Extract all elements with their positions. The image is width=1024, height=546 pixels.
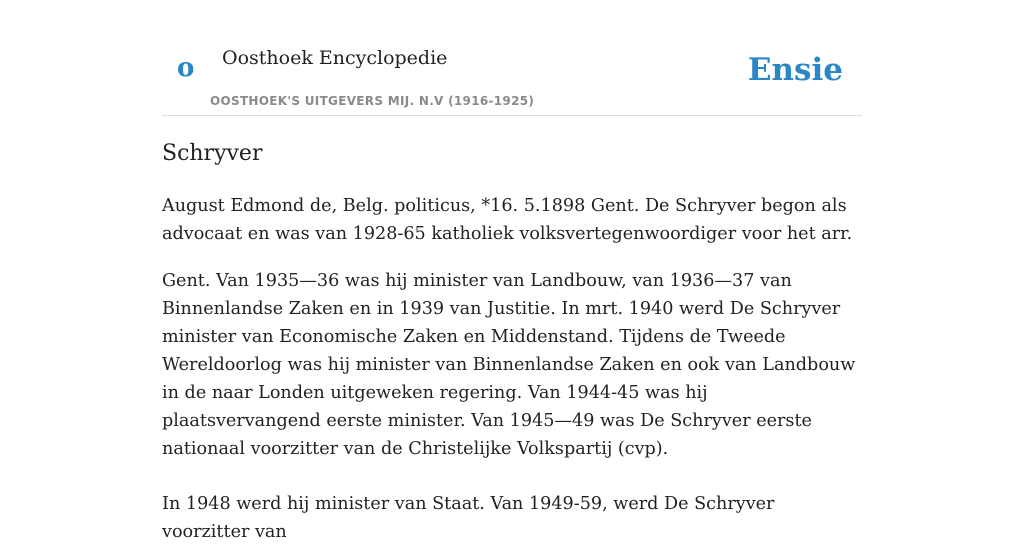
book-title[interactable]: Oosthoek Encyclopedie bbox=[222, 47, 448, 69]
publisher-label: OOSTHOEK'S UITGEVERS MIJ. N.V (1916-1925) bbox=[210, 94, 535, 108]
book-logo[interactable]: o bbox=[177, 53, 195, 83]
entry-paragraph: August Edmond de, Belg. politicus, *16. 5.1898 Gent. De Schryver begon als advocaat en was van 1928-65 katholiek volksvertegenwoordiger voor het arr. bbox=[162, 196, 853, 244]
entry-title: Schryver bbox=[162, 141, 263, 166]
entry-paragraph: In 1948 werd hij minister van Staat. Van 1949-59, werd De Schryver voorzitter van bbox=[162, 494, 775, 542]
page-container bbox=[162, 0, 862, 542]
book-header bbox=[162, 0, 862, 116]
entry-paragraph: Gent. Van 1935—36 was hij minister van Landbouw, van 1936—37 van Binnenlandse Zaken en in 1939 van Justitie. In mrt. 1940 werd De Schryver minister van Economische Zaken en Middenstand. Tijdens de Tweede Wereldoorlog was hij minister van Binnenlandse Zaken en ook van Landbouw in de naar Londen uitgeweken regering. Van 1944-45 was hij plaatsvervangend eerste minister. Van 1945—49 was De Schryver eerste nationaal voorzitter van de Christelijke Volkspartij (cvp). bbox=[162, 271, 856, 459]
ensie-logo-link[interactable]: Ensie bbox=[747, 52, 843, 88]
